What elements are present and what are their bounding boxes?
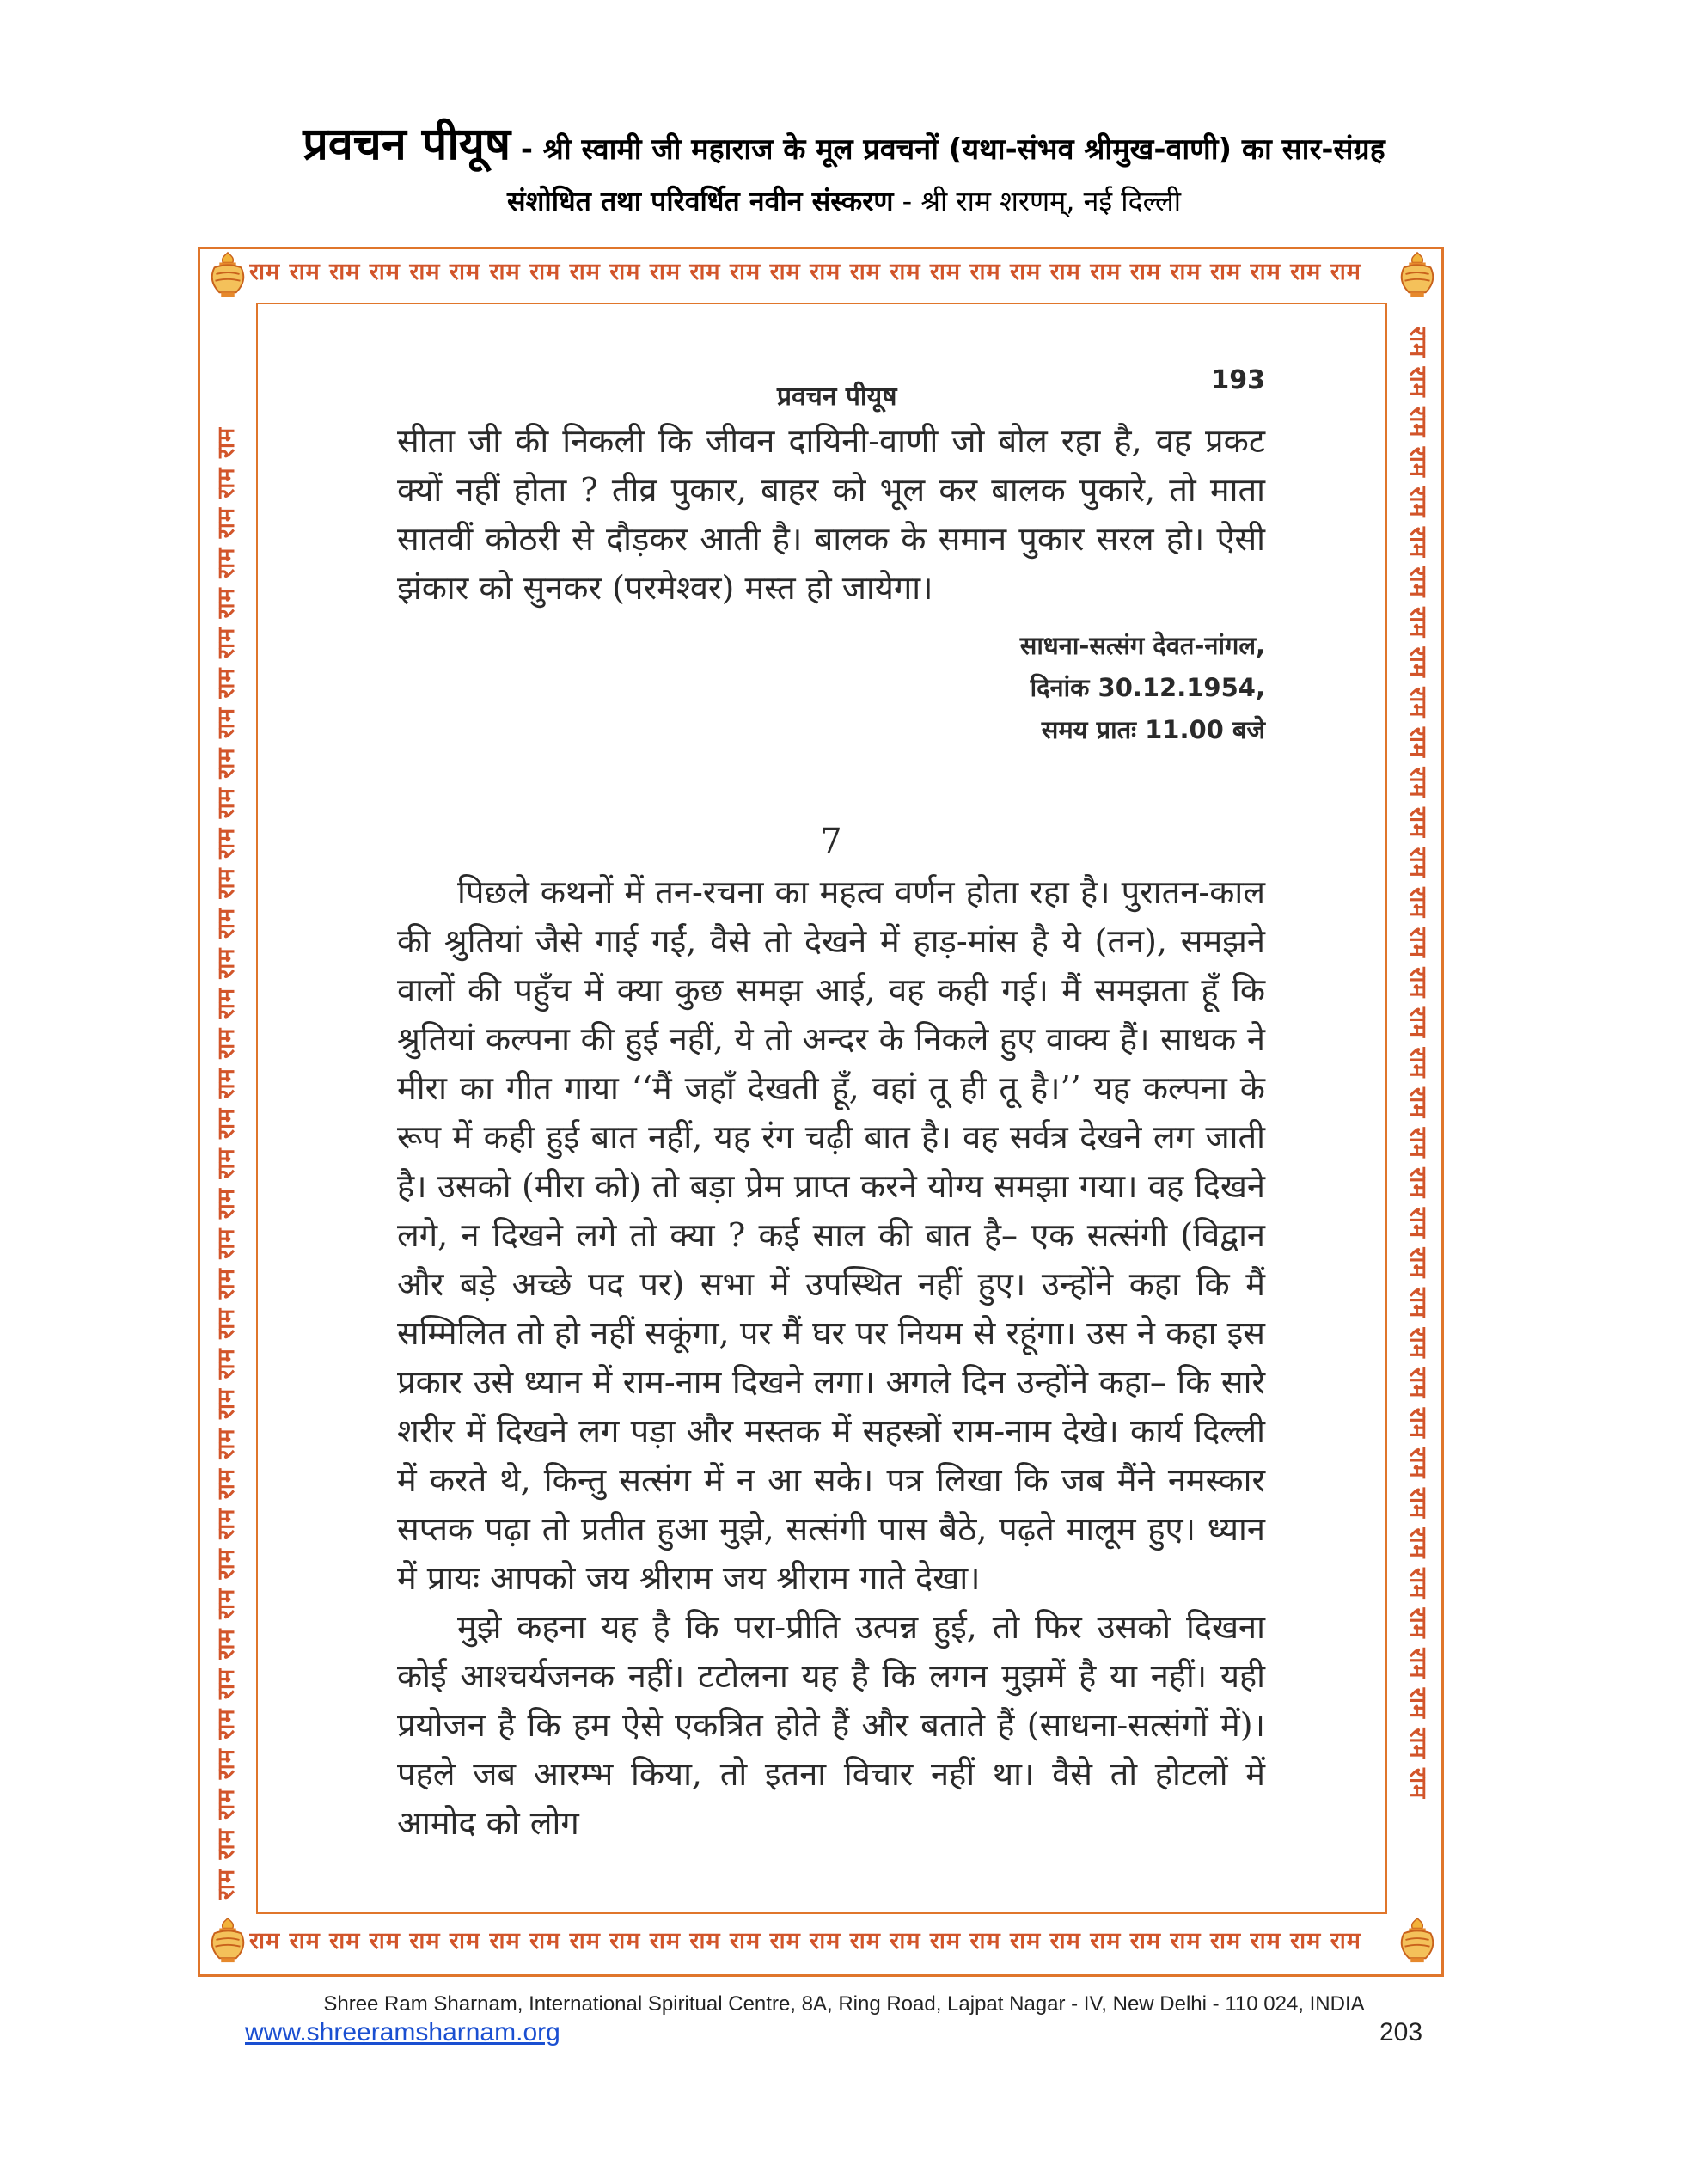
kalash-icon: [1392, 1915, 1442, 1965]
ram-border-left: राम राम राम राम राम राम राम राम राम राम राम राम राम राम राम राम राम राम राम राम राम राम राम राम राम राम राम राम राम राम राम राम राम राम राम राम राम: [213, 426, 240, 1900]
website-link[interactable]: www.shreeramsharnam.org: [245, 2018, 560, 2046]
discourse-signature: [397, 625, 1265, 751]
paragraph-3: मुझे कहना यह है कि परा-प्रीति उत्पन्न हुई, तो फिर उसको दिखना कोई आश्चर्यजनक नहीं। टटोलना यह है कि लगन मुझमें है या नहीं। यही प्रयोजन है कि हम ऐसे एकत्रित होते हैं और बताते हैं (साधना-सत्संगों में)। पहले जब आरम्भ किया, तो इतना विचार नहीं था। वैसे तो होटलों में आमोद को लोग: [397, 1608, 1265, 1842]
kalash-icon: [203, 249, 253, 299]
section-number: 7: [820, 822, 842, 861]
ram-border-top: राम राम राम राम राम राम राम राम राम राम राम राम राम राम राम राम राम राम राम राम राम राम राम राम राम राम राम राम: [249, 259, 1361, 285]
kalash-icon: [203, 1915, 253, 1965]
footer-address: Shree Ram Sharnam, International Spiritual Centre, 8A, Ring Road, Lajpat Nagar - IV, New Delhi - 110 024, INDIA: [323, 1992, 1365, 2016]
sig-place: साधना-सत्संग देवत-नांगल,: [1019, 631, 1265, 660]
kalash-icon: [1392, 249, 1442, 299]
page-body: [397, 365, 1265, 1848]
book-subtitle: - श्री स्वामी जी महाराज के मूल प्रवचनों (यथा-संभव श्रीमुख-वाणी) का सार-संग्रह: [511, 132, 1385, 167]
paragraph-1: सीता जी की निकली कि जीवन दायिनी-वाणी जो बोल रहा है, वह प्रकट क्यों नहीं होता ? तीव्र पुकार, बाहर को भूल कर बालक पुकारे, तो माता सातवीं कोठरी से दौड़कर आती है। बालक के समान पुकार सरल हो। ऐसी झंकार को सुनकर (परमेश्वर) मस्त हो जायेगा।: [397, 422, 1265, 607]
book-title: प्रवचन पीयूष: [303, 119, 511, 170]
ram-border-right: राम राम राम राम राम राम राम राम राम राम राम राम राम राम राम राम राम राम राम राम राम राम राम राम राम राम राम राम राम राम राम राम राम राम राम राम राम: [1404, 327, 1431, 1800]
ram-border-bottom: राम राम राम राम राम राम राम राम राम राम राम राम राम राम राम राम राम राम राम राम राम राम राम राम राम राम राम राम: [249, 1928, 1361, 1955]
sig-date: दिनांक 30.12.1954,: [1030, 673, 1265, 702]
paragraph-2: पिछले कथनों में तन-रचना का महत्व वर्णन होता रहा है। पुरातन-काल की श्रुतियां जैसे गाई गईं, वैसे तो देखने में हाड़-मांस है ये (तन), समझने वालों की पहुँच में क्या कुछ समझ आई, वह कही गई। मैं समझता हूँ कि श्रुतियां कल्पना की हुई नहीं, ये तो अन्दर के निकले हुए वाक्य हैं। साधक ने मीरा का गीत गाया ‘‘मैं जहाँ देखती हूँ, वहां तू ही तू है।’’ यह कल्पना के रूप में कही हुई बात नहीं, यह रंग चढ़ी बात है। वह सर्वत्र देखने लग जाती है। उसको (मीरा को) तो बड़ा प्रेम प्राप्त करने योग्य समझा गया। वह दिखने लगे, न दिखने लगे तो क्या ? कई साल की बात है– एक सत्संगी (विद्वान और बड़े अच्छे पद पर) सभा में उपस्थित नहीं हुए। उन्होंने कहा कि मैं सम्मिलित तो हो नहीं सकूंगा, पर मैं घर पर नियम से रहूंगा। उस ने कहा इस प्रकार उसे ध्यान में राम-नाम दिखने लगा। अगले दिन उन्होंने कहा– कि सारे शरीर में दिखने लग पड़ा और मस्तक में सहस्त्रों राम-नाम देखे। कार्य दिल्ली में करते थे, किन्तु सत्संग में न आ सके। पत्र लिखा कि जब मैंने नमस्कार सप्तक पढ़ा तो प्रतीत हुआ मुझे, सत्संगी पास बैठे, पढ़ते मालूम हुए। ध्यान में प्रायः आपको जय श्रीराम जय श्रीराम गाते देखा।: [397, 873, 1265, 1597]
pdf-page-number: 203: [1379, 2018, 1423, 2046]
edition-publisher: - श्री राम शरणम्, नई दिल्ली: [893, 185, 1181, 217]
book-page-number: 193: [1211, 365, 1265, 395]
sig-time: समय प्रातः 11.00 बजे: [1041, 715, 1265, 744]
running-title: प्रवचन पीयूष: [777, 382, 897, 412]
edition-label: संशोधित तथा परिवर्धित नवीन संस्करण: [507, 185, 894, 217]
edition-line: [0, 182, 1688, 219]
document-title: [0, 112, 1688, 173]
running-header: [397, 365, 1265, 417]
